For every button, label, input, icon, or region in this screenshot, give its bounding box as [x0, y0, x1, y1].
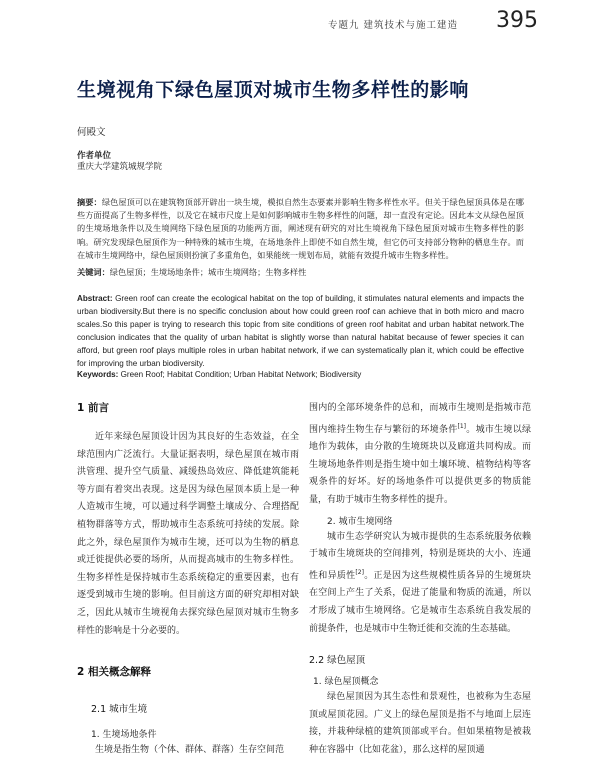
section-2-1-1-heading: 1. 生境场地条件	[91, 730, 157, 741]
section-1-heading: 1 前言	[77, 402, 109, 414]
subheading-green-roof-concept: 1. 绿色屋顶概念	[313, 677, 379, 688]
keywords-en-label: Keywords:	[77, 370, 119, 379]
paragraph-habitat-network-text: 城市生态学研究认为城市提供的生态系统服务依赖于城市生境斑块的空间排列，特别是斑块的大小、连通性和异质性	[309, 531, 531, 581]
section-2-heading: 2 相关概念解释	[77, 666, 151, 679]
abstract-en	[77, 292, 524, 370]
body-column-left	[77, 400, 299, 760]
author-name: 何殿文	[77, 127, 106, 138]
section-2-2-heading: 2.2 绿色屋顶	[309, 655, 366, 667]
paragraph-habitat-tail: 。城市生境以绿地作为载体，由分散的生境斑块以及廊道共同构成。而生境场地条件则是指生境中如土壤环境、植物结构等客观条件的好坏。好的场地条件可以提供更多的物质能量，有助于城市生物多样性的提升。	[309, 424, 531, 505]
section-1-paragraph: 近年来绿色屋顶设计因为其良好的生态效益，在全球范围内广泛流行。大量证据表明，绿色屋顶在城市雨洪管理、提升空气质量、减缓热岛效应、降低建筑能耗等方面有着突出表现。这是因为绿色屋顶本质上是一种人造城市生境，可以通过科学调整土壤成分、合理搭配植物群落等方式，帮助城市生态系统可持续的发展。除此之外，绿色屋顶作为城市生境，还可以为生物的栖息或迁徙提供必要的场所，从而提高城市的生物多样性。生物多样性是保持城市生态系统稳定的重要因素，也有逐受到城市生境的影响。但目前这方面的研究却相对缺乏，因此从城市生境视角去探究绿色屋顶对城市生物多样性的影响是十分必要的。	[77, 432, 299, 636]
keywords-cn	[77, 267, 524, 278]
citation-2: [2]	[355, 568, 364, 576]
paragraph-habitat-network	[309, 529, 531, 639]
page-number: 395	[496, 8, 538, 33]
abstract-cn	[77, 196, 524, 262]
citation-1: [1]	[457, 422, 467, 430]
paragraph-habitat-text: 围内的全部环境条件的总和，而城市生境则是指城市范围内维持生物生存与繁衍的环境条件	[309, 403, 531, 435]
paragraph-habitat-network-tail: 。正是因为这些规模性质各异的生境斑块在空间上产生了关系，促进了能量和物质的流通，所以才形成了城市生境网络。它是城市生态系统自我发展的前提条件，也是城市中生物迁徙和交流的生态基础。	[309, 570, 531, 634]
running-header	[0, 8, 538, 34]
affiliation-label: 作者单位	[77, 151, 112, 161]
running-title: 专题九 建筑技术与施工建造	[327, 20, 458, 31]
abstract-cn-label: 摘要：	[77, 197, 102, 207]
keywords-en	[77, 370, 524, 379]
keywords-en-text: Green Roof; Habitat Condition; Urban Habitat Network; Biodiversity	[120, 370, 362, 379]
abstract-en-text: Green roof can create the ecological habitat on the top of building, it stimulates natural elements and impacts the urban biodiversity.But there is no specific conclusion about how could green roof can achieve that in both micro and macro scales.So this paper is trying to research this topic from site conditions of green roof habitat and urban habitat network.The conclusion indicates that the quality of urban habitat is slightly worse than natural habitat because of fewer species it can afford, but green roof plays multiple roles in urban habitat network, if we can systematically plan it, which could be effective for improving the urban biodiversity.	[77, 294, 524, 368]
abstract-cn-text: 绿色屋顶可以在建筑物顶部开辟出一块生境，模拟自然生态要素并影响生物多样性水平。但关于绿色屋顶具体是在哪些方面提高了生物多样性，以及它在城市尺度上是如何影响城市生物多样性的问题，却一直没有定论。因此本文从绿色屋顶的生境场地条件以及生境网络下绿色屋顶的功能两方面，阐述现有研究的对比生境视角下绿色屋顶对城市生物多样性的影响。研究发现绿色屋顶作为一种特殊的城市生境，在场地条件上即使不如自然生境，但它仍可支持部分物种的栖息生存。而在城市生境网络中，绿色屋顶则扮演了多重角色，如果能统一规划布局，就能有效提升城市生物多样性。	[77, 197, 524, 260]
article-title: 生境视角下绿色屋顶对城市生物多样性的影响	[77, 79, 470, 101]
keywords-cn-text: 绿色屋顶；生境场地条件；城市生境网络；生物多样性	[109, 267, 307, 277]
section-2-1-heading: 2.1 城市生境	[91, 704, 148, 716]
keywords-cn-label: 关键词：	[77, 267, 110, 277]
subheading-habitat-network: 2. 城市生境网络	[327, 516, 393, 527]
section-2-1-1-text: 生境是指生物（个体、群体、群落）生存空间范	[95, 745, 285, 756]
body-column-right	[309, 400, 531, 760]
affiliation-value: 重庆大学建筑城规学院	[77, 162, 163, 172]
abstract-en-label: Abstract:	[77, 294, 113, 303]
paragraph-green-roof-concept: 绿色屋顶因为其生态性和景观性，也被称为生态屋顶或屋顶花园。广义上的绿色屋顶是指不与地面上层连接，并栽种绿植的建筑顶部或平台。但如果植物是被栽种在容器中（比如花盆），那么这样的屋顶通	[309, 692, 531, 755]
paragraph-habitat	[309, 400, 531, 510]
